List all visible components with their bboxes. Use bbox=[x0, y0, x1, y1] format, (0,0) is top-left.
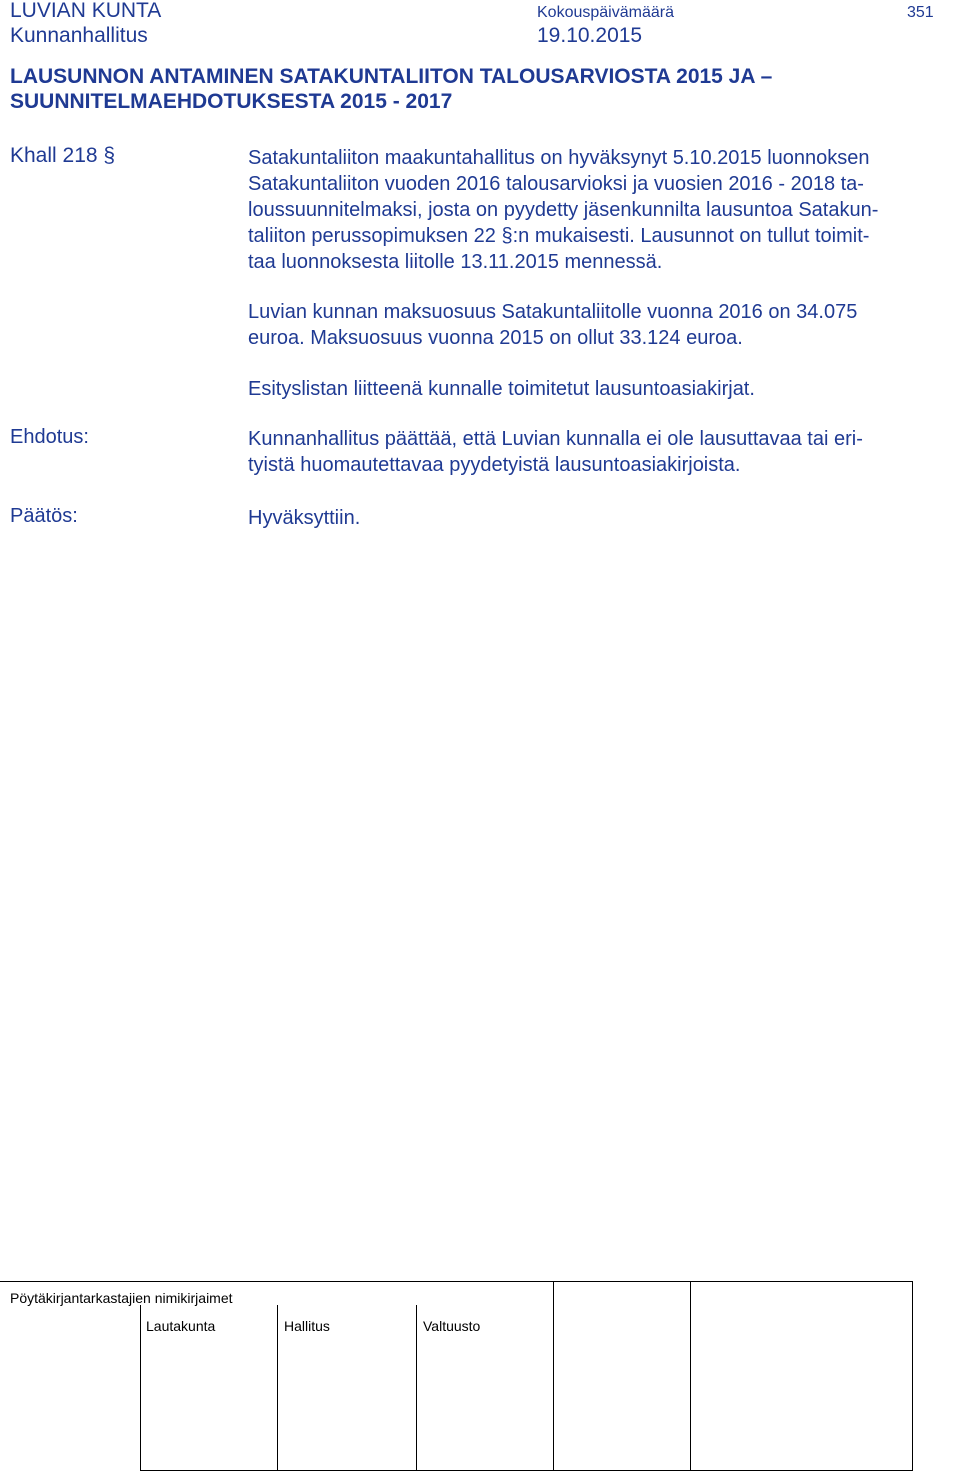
text-line: tyistä huomautettavaa pyydetyistä lausuntoasiakirjoista. bbox=[248, 454, 741, 476]
footer-top-rule bbox=[0, 1281, 912, 1282]
footer-divider bbox=[553, 1281, 554, 1471]
proposal-text bbox=[248, 426, 960, 478]
title-line: SUUNNITELMAEHDOTUKSESTA 2015 - 2017 bbox=[10, 90, 453, 113]
footer-divider bbox=[140, 1305, 141, 1471]
date-label: Kokouspäivämäärä bbox=[537, 4, 674, 21]
decision-label: Päätös: bbox=[10, 505, 78, 527]
footer-divider bbox=[416, 1305, 417, 1471]
footer-divider bbox=[690, 1281, 691, 1471]
decision-text bbox=[248, 505, 960, 531]
page-number: 351 bbox=[907, 4, 934, 21]
text-line: Luvian kunnan maksuosuus Satakuntaliitolle vuonna 2016 on 34.075 bbox=[248, 301, 858, 323]
text-line: Esityslistan liitteenä kunnalle toimitetut lausuntoasiakirjat. bbox=[248, 378, 755, 400]
proposal-label: Ehdotus: bbox=[10, 426, 89, 448]
text-line: Kunnanhallitus päättää, että Luvian kunnalla ei ole lausuttavaa tai eri- bbox=[248, 428, 863, 450]
paragraph-attachments bbox=[248, 376, 960, 402]
footer-divider bbox=[912, 1281, 913, 1471]
text-line: taa luonnoksesta liitolle 13.11.2015 mennessä. bbox=[248, 251, 663, 273]
footer-divider bbox=[277, 1305, 278, 1471]
paragraph-background bbox=[248, 145, 960, 275]
footer-column-hallitus: Hallitus bbox=[284, 1318, 330, 1334]
footer-column-valtuusto: Valtuusto bbox=[423, 1318, 481, 1334]
text-line: Satakuntaliiton maakuntahallitus on hyväksynyt 5.10.2015 luonnoksen bbox=[248, 147, 870, 169]
title-line: LAUSUNNON ANTAMINEN SATAKUNTALIITON TALOUSARVIOSTA 2015 JA – bbox=[10, 65, 773, 88]
footer-bottom-rule bbox=[140, 1470, 912, 1471]
text-line: Hyväksyttiin. bbox=[248, 507, 361, 529]
meeting-body: Kunnanhallitus bbox=[10, 24, 148, 47]
text-line: Satakuntaliiton vuoden 2016 talousarvioksi ja vuosien 2016 - 2018 ta- bbox=[248, 173, 864, 195]
section-id: Khall 218 § bbox=[10, 144, 116, 167]
signatures-label: Pöytäkirjantarkastajien nimikirjaimet bbox=[10, 1290, 233, 1306]
paragraph-fee bbox=[248, 299, 960, 351]
text-line: loussuunnitelmaksi, josta on pyydetty jäsenkunnilta lausuntoa Satakun- bbox=[248, 199, 879, 221]
meeting-date: 19.10.2015 bbox=[537, 24, 643, 47]
agenda-title bbox=[10, 64, 910, 114]
organization-name: LUVIAN KUNTA bbox=[10, 0, 162, 22]
text-line: taliiton perussopimuksen 22 §:n mukaisesti. Lausunnot on tullut toimit- bbox=[248, 225, 870, 247]
footer-column-lautakunta: Lautakunta bbox=[146, 1318, 216, 1334]
text-line: euroa. Maksuosuus vuonna 2015 on ollut 33.124 euroa. bbox=[248, 327, 743, 349]
